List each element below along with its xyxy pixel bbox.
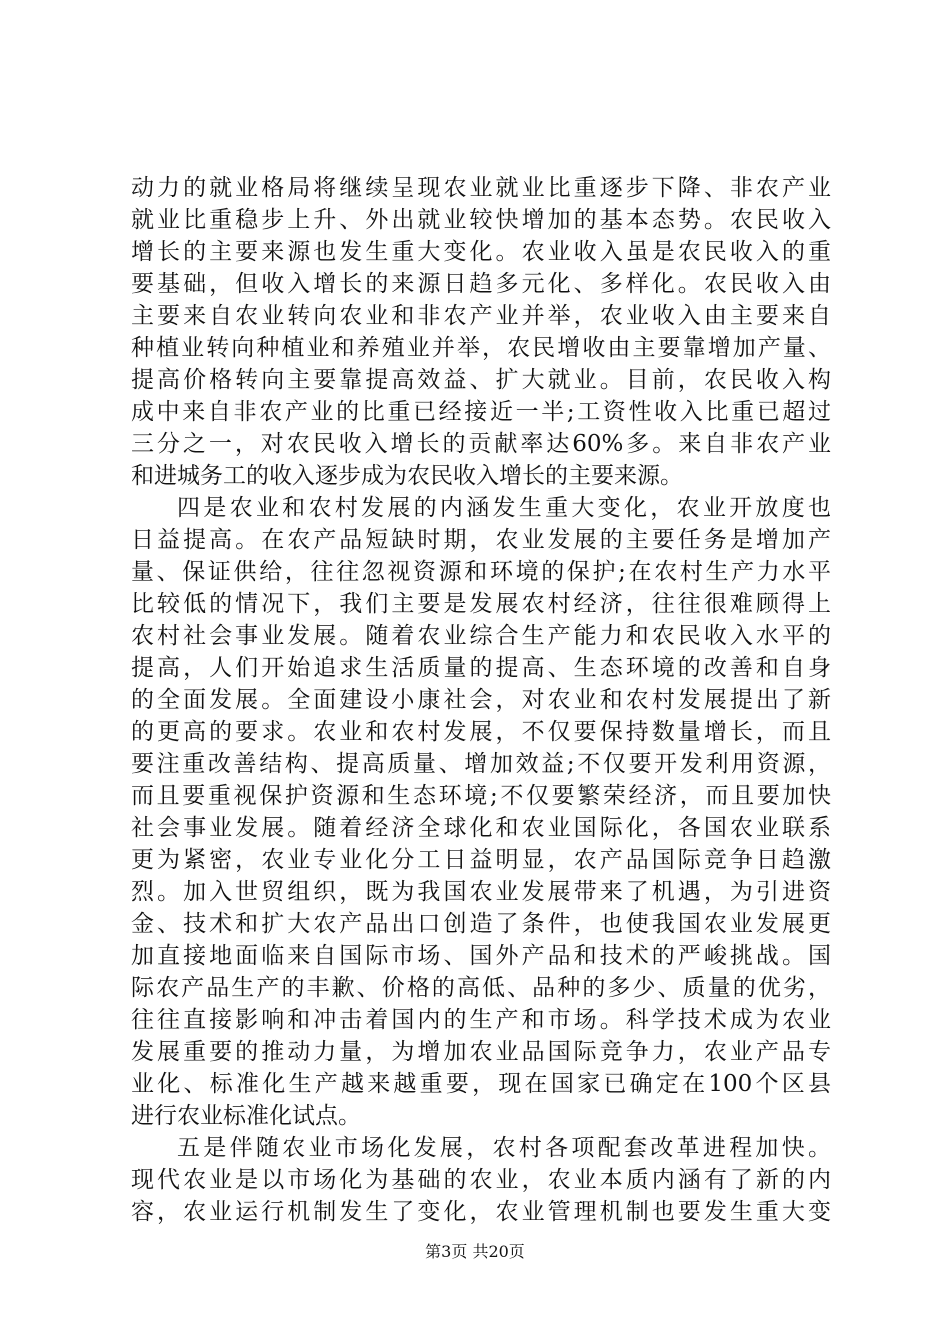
text-line: 现代农业是以市场化为基础的农业，农业本质内涵有了新的内 bbox=[131, 1167, 831, 1193]
text-line: 要注重改善结构、提高质量、增加效益;不仅要开发利用资源， bbox=[131, 751, 831, 777]
text-line: 增长的主要来源也发生重大变化。农业收入虽是农民收入的重 bbox=[131, 239, 831, 265]
text-line: 主要来自农业转向农业和非农产业并举，农业收入由主要来自 bbox=[131, 303, 831, 329]
text-line: 社会事业发展。随着经济全球化和农业国际化，各国农业联系 bbox=[131, 815, 831, 841]
text-line: 业化、标准化生产越来越重要，现在国家已确定在100个区县 bbox=[131, 1071, 831, 1097]
text-line: 进行农业标准化试点。 bbox=[131, 1103, 361, 1129]
text-line: 的更高的要求。农业和农村发展，不仅要保持数量增长，而且 bbox=[131, 719, 831, 745]
text-line: 比较低的情况下，我们主要是发展农村经济，往往很难顾得上 bbox=[131, 591, 831, 617]
text-line: 成中来自非农产业的比重已经接近一半;工资性收入比重已超过 bbox=[131, 399, 831, 425]
text-line: 而且要重视保护资源和生态环境;不仅要繁荣经济，而且要加快 bbox=[131, 783, 831, 809]
text-line: 发展重要的推动力量，为增加农业品国际竞争力，农业产品专 bbox=[131, 1039, 831, 1065]
text-line: 容，农业运行机制发生了变化，农业管理机制也要发生重大变 bbox=[131, 1199, 831, 1225]
text-line: 动力的就业格局将继续呈现农业就业比重逐步下降、非农产业 bbox=[131, 175, 831, 201]
text-line: 提高，人们开始追求生活质量的提高、生态环境的改善和自身 bbox=[131, 655, 831, 681]
text-line: 种植业转向种植业和养殖业并举，农民增收由主要靠增加产量、 bbox=[131, 335, 831, 361]
text-line: 更为紧密，农业专业化分工日益明显，农产品国际竞争日趋激 bbox=[131, 847, 831, 873]
page-footer bbox=[0, 1240, 950, 1264]
text-line: 的全面发展。全面建设小康社会，对农业和农村发展提出了新 bbox=[131, 687, 831, 713]
text-line: 金、技术和扩大农产品出口创造了条件，也使我国农业发展更 bbox=[131, 911, 831, 937]
text-line: 三分之一，对农民收入增长的贡献率达60%多。来自非农产业 bbox=[131, 431, 831, 457]
text-line: 加直接地面临来自国际市场、国外产品和技术的严峻挑战。国 bbox=[131, 943, 831, 969]
text-line: 日益提高。在农产品短缺时期，农业发展的主要任务是增加产 bbox=[131, 527, 831, 553]
page-number-label: 第3页 共20页 bbox=[425, 1242, 525, 1261]
text-line: 提高价格转向主要靠提高效益、扩大就业。目前，农民收入构 bbox=[131, 367, 831, 393]
paragraph bbox=[131, 1132, 831, 1228]
text-line: 际农产品生产的丰歉、价格的高低、品种的多少、质量的优劣， bbox=[131, 975, 831, 1001]
text-line: 五是伴随农业市场化发展，农村各项配套改革进程加快。 bbox=[177, 1135, 831, 1161]
text-line: 烈。加入世贸组织，既为我国农业发展带来了机遇，为引进资 bbox=[131, 879, 831, 905]
text-line: 往往直接影响和冲击着国内的生产和市场。科学技术成为农业 bbox=[131, 1007, 831, 1033]
text-line: 农村社会事业发展。随着农业综合生产能力和农民收入水平的 bbox=[131, 623, 831, 649]
text-line: 和进城务工的收入逐步成为农民收入增长的主要来源。 bbox=[131, 463, 683, 489]
document-body bbox=[131, 172, 831, 1228]
text-line: 要基础，但收入增长的来源日趋多元化、多样化。农民收入由 bbox=[131, 271, 831, 297]
text-line: 就业比重稳步上升、外出就业较快增加的基本态势。农民收入 bbox=[131, 207, 831, 233]
paragraph bbox=[131, 492, 831, 1132]
paragraph bbox=[131, 172, 831, 492]
text-line: 量、保证供给，往往忽视资源和环境的保护;在农村生产力水平 bbox=[131, 559, 831, 585]
text-line: 四是农业和农村发展的内涵发生重大变化，农业开放度也 bbox=[177, 495, 831, 521]
